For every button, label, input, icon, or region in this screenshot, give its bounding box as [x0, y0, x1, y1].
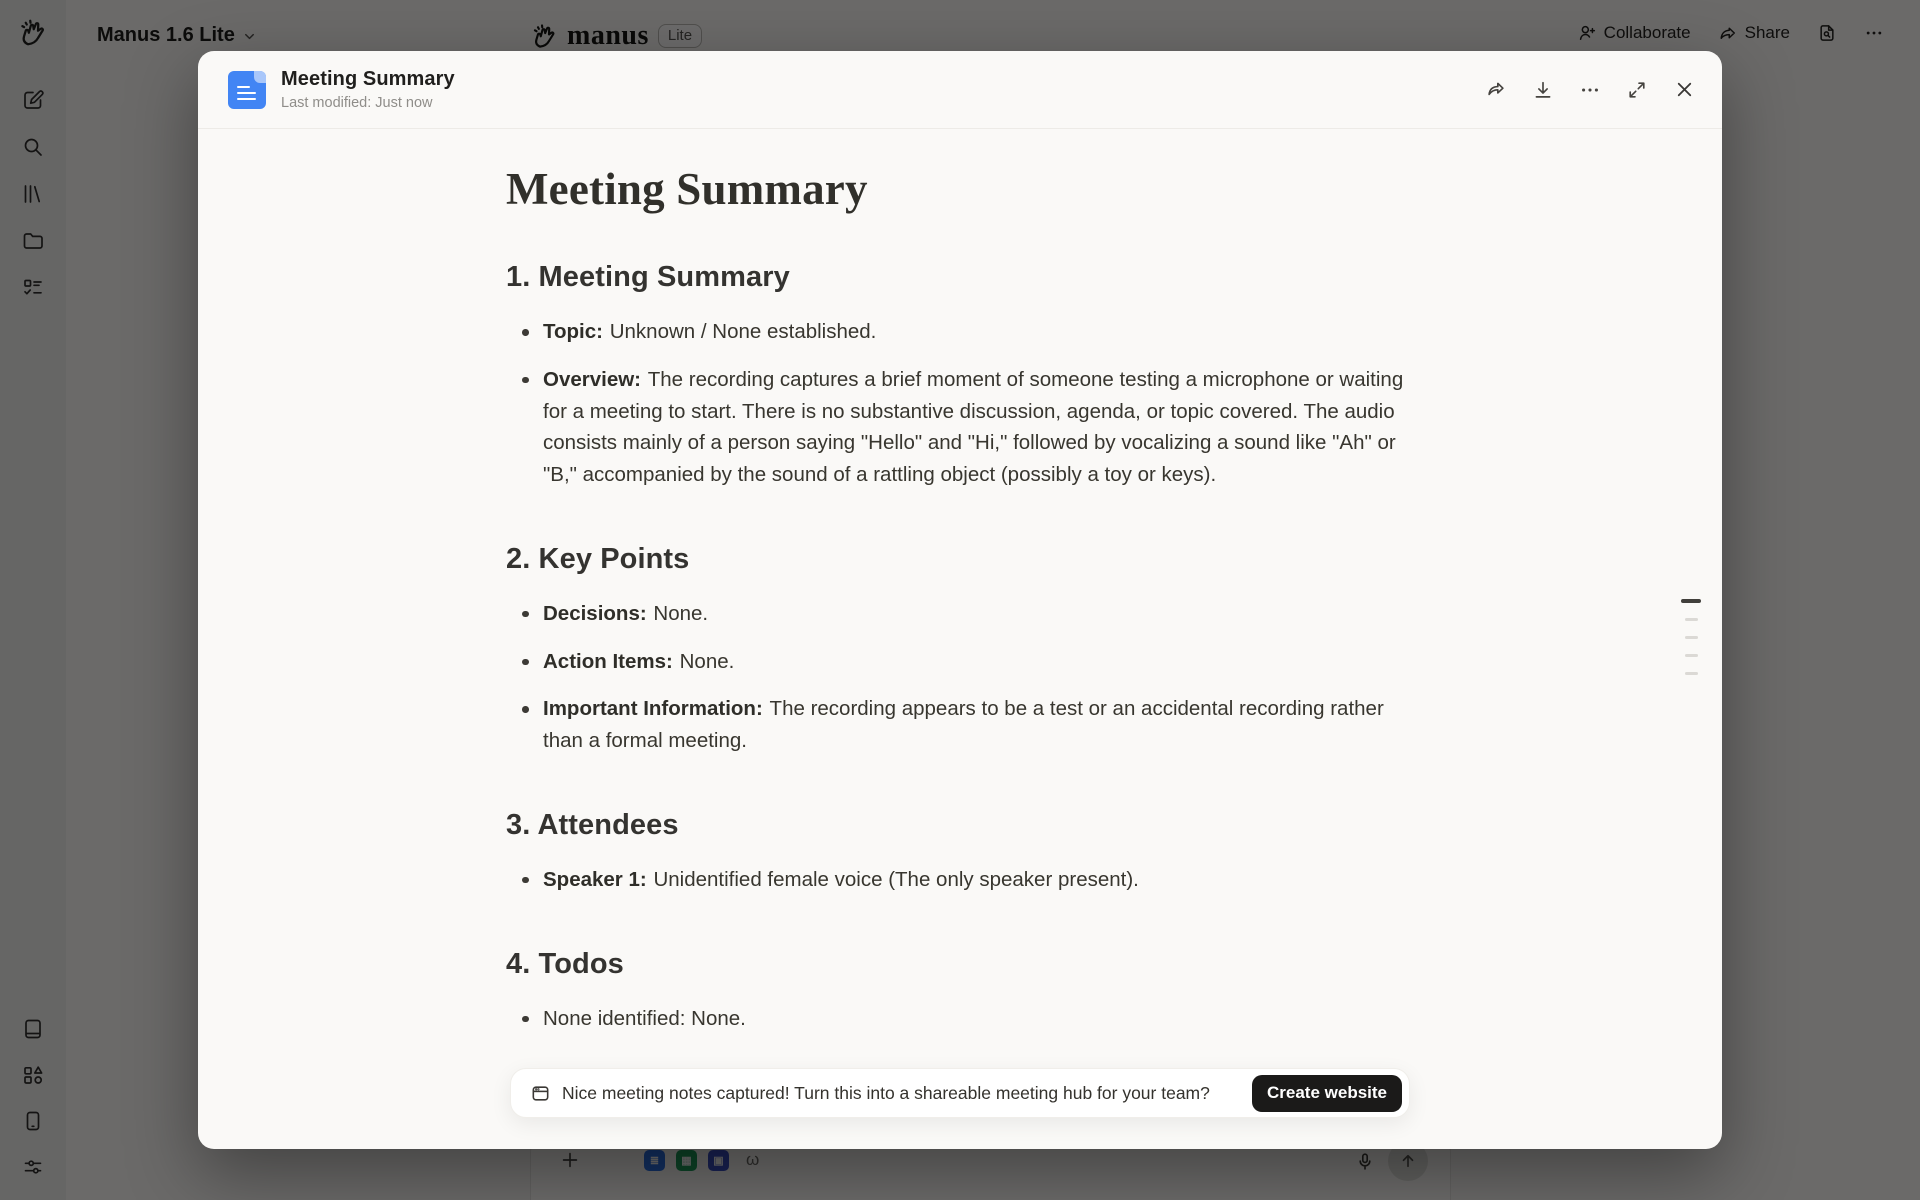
list-item: Overview: The recording captures a brief moment of someone testing a microphone or waiting for a meeting to start. There is no substantive discussion, agenda, or topic covered. The audio consists mainly of a person saying "Hello" and "Hi," followed by vocalizing a sound like "Ah" or "B," accompanied by the sound of a rattling object (possibly a toy or keys). [506, 364, 1414, 491]
section-heading-4: 4. Todos [506, 947, 624, 980]
outline-dash[interactable] [1685, 636, 1698, 639]
list-item: Topic: Unknown / None established. [506, 316, 1414, 348]
list-item: Action Items: None. [506, 646, 1414, 678]
section-heading-1: 1. Meeting Summary [506, 261, 790, 293]
last-modified-text: Last modified: Just now [281, 95, 433, 111]
modal-actions [1485, 78, 1696, 101]
document-title: Meeting Summary [506, 164, 868, 214]
website-icon [530, 1083, 551, 1104]
list-item: Important Information: The recording appears to be a test or an accidental recording rather than a formal meeting. [506, 693, 1414, 757]
document-outline-indicator [1681, 599, 1701, 675]
section-heading-3: 3. Attendees [506, 808, 679, 841]
modal-title: Meeting Summary [281, 68, 455, 90]
section-1-list [506, 316, 1414, 491]
banner-text: Nice meeting notes captured! Turn this into a shareable meeting hub for your team? [562, 1082, 1210, 1103]
outline-dash[interactable] [1685, 654, 1698, 657]
forward-share-icon[interactable] [1485, 79, 1507, 101]
suggestion-banner [510, 1068, 1410, 1118]
document-body [198, 129, 1722, 1149]
outline-dash[interactable] [1685, 618, 1698, 621]
list-item: None identified: None. [506, 1003, 1414, 1035]
more-menu-icon[interactable] [1579, 79, 1601, 101]
download-icon[interactable] [1532, 79, 1554, 101]
section-heading-2: 2. Key Points [506, 542, 690, 575]
document-file-icon [228, 71, 266, 109]
section-3-list [506, 864, 1414, 896]
section-2-list [506, 598, 1414, 757]
list-item: Speaker 1: Unidentified female voice (The only speaker present). [506, 864, 1414, 896]
section-4-list [506, 1003, 1414, 1035]
outline-dash[interactable] [1681, 599, 1701, 603]
outline-dash[interactable] [1685, 672, 1698, 675]
expand-fullscreen-icon[interactable] [1626, 79, 1648, 101]
modal-header [198, 51, 1722, 129]
document-modal [198, 51, 1722, 1149]
list-item: Decisions: None. [506, 598, 1414, 630]
create-website-button[interactable]: Create website [1252, 1075, 1402, 1112]
close-icon[interactable] [1673, 78, 1696, 101]
